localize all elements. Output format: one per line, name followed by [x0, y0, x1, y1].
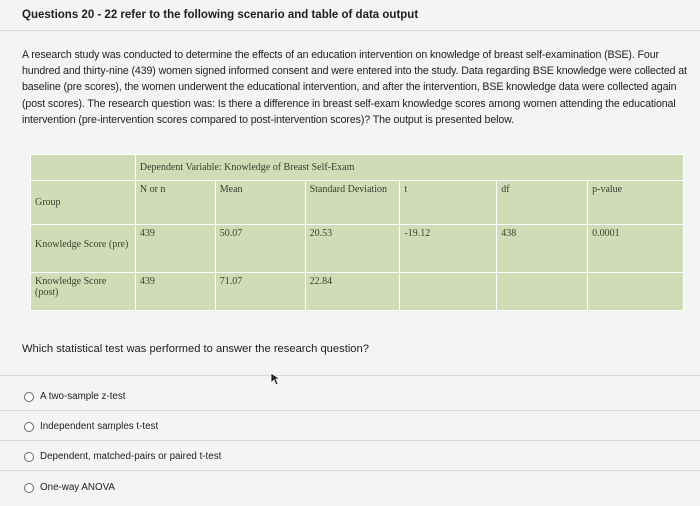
row-group: Knowledge Score (pre)	[31, 225, 136, 273]
header-p: p-value	[588, 181, 684, 225]
answer-option[interactable]	[24, 421, 158, 432]
row-t	[400, 273, 497, 311]
option-label: Dependent, matched-pairs or paired t-test	[40, 451, 222, 462]
radio-button[interactable]	[24, 422, 34, 432]
answer-option[interactable]	[24, 451, 221, 462]
radio-button[interactable]	[24, 452, 34, 462]
row-mean: 71.07	[215, 273, 305, 311]
header-group: Group	[31, 181, 136, 225]
table-corner-cell	[31, 155, 136, 181]
radio-button[interactable]	[24, 483, 34, 493]
option-label: One-way ANOVA	[40, 482, 115, 493]
row-t: -19.12	[400, 225, 497, 273]
answer-option[interactable]	[24, 482, 115, 493]
scenario-text: A research study was conducted to determine the effects of an education intervention on knowledge of breast self-examination (BSE). Four hundred and thirty-nine (439) women signed informed consent and were entered into the study. Data regarding BSE knowledge were collected at baseline (pre scores), the women underwent the educational intervention, and after the intervention, BSE knowledge data were collected again (post scores). The research question was: Is there a difference in breast self-exam knowledge scores among women attending the educational intervention (pre-intervention scores compared to post-intervention scores)? The output is presented below.	[22, 49, 687, 126]
row-p: 0.0001	[588, 225, 684, 273]
option-label: A two-sample z-test	[40, 391, 126, 402]
question-prompt: Which statistical test was performed to answer the research question?	[22, 343, 369, 355]
header-n: N or n	[135, 181, 215, 225]
row-df: 438	[497, 225, 588, 273]
header-mean: Mean	[215, 181, 305, 225]
table-row	[31, 225, 684, 273]
row-sd: 22.84	[305, 273, 400, 311]
divider	[0, 440, 700, 441]
divider	[0, 375, 700, 376]
data-output-table	[30, 154, 684, 311]
header-df: df	[497, 181, 588, 225]
row-df	[497, 273, 588, 311]
table-row	[31, 273, 684, 311]
row-sd: 20.53	[305, 225, 400, 273]
header-sd: Standard Deviation	[305, 181, 400, 225]
row-mean: 50.07	[215, 225, 305, 273]
question-group-heading: Questions 20 - 22 refer to the following scenario and table of data output	[22, 9, 419, 21]
answer-option[interactable]	[24, 391, 125, 402]
row-p	[588, 273, 684, 311]
option-label: Independent samples t-test	[40, 421, 159, 432]
row-group: Knowledge Score (post)	[31, 273, 136, 311]
divider	[0, 30, 700, 31]
row-n: 439	[135, 225, 215, 273]
dependent-variable-label: Dependent Variable: Knowledge of Breast Self-Exam	[135, 155, 683, 181]
radio-button[interactable]	[24, 392, 34, 402]
divider	[0, 410, 700, 411]
row-n: 439	[135, 273, 215, 311]
mouse-cursor-icon	[270, 372, 282, 386]
divider	[0, 470, 700, 471]
header-t: t	[400, 181, 497, 225]
